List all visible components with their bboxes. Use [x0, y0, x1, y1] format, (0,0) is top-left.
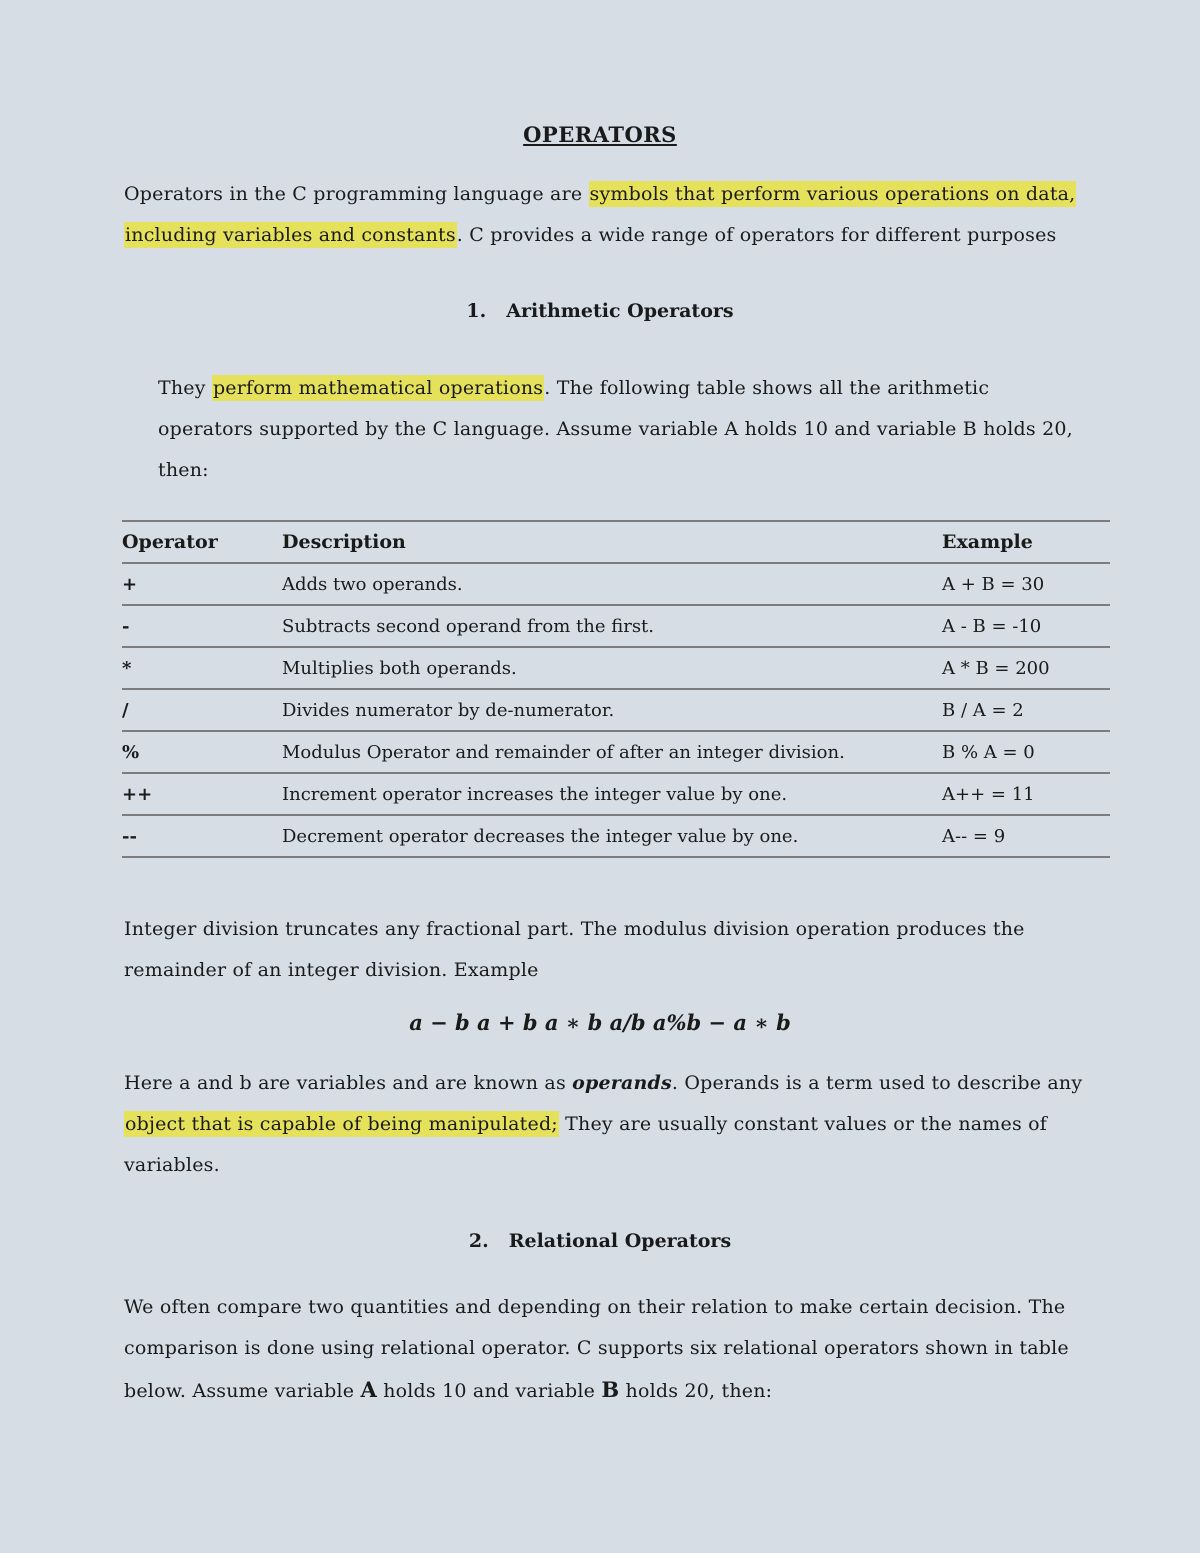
header-operator: Operator: [122, 521, 282, 563]
section-title: Relational Operators: [508, 1230, 732, 1252]
description-cell: Subtracts second operand from the first.: [282, 605, 942, 647]
relational-line-2: comparison is done using relational operator. C supports six relational operators shown in table: [124, 1337, 1069, 1359]
example-cell: B % A = 0: [942, 731, 1110, 773]
arith-text-pre: They: [158, 377, 212, 399]
example-cell: A + B = 30: [942, 563, 1110, 605]
intro-text-pre: Operators in the C programming language are: [124, 183, 589, 205]
description-cell: Adds two operands.: [282, 563, 942, 605]
arithmetic-intro-paragraph: [158, 368, 1098, 491]
table-row: [122, 563, 1110, 605]
operator-cell: +: [122, 563, 282, 605]
example-cell: A - B = -10: [942, 605, 1110, 647]
description-cell: Increment operator increases the integer value by one.: [282, 773, 942, 815]
operands-highlight: object that is capable of being manipulated;: [125, 1113, 558, 1135]
arith-text-line3: then:: [158, 459, 209, 481]
arith-text-post: . The following table shows all the arithmetic: [544, 377, 990, 399]
intro-text-post: . C provides a wide range of operators for different purposes: [456, 224, 1057, 246]
table-row: [122, 605, 1110, 647]
description-cell: Divides numerator by de-numerator.: [282, 689, 942, 731]
variable-a: A: [360, 1377, 377, 1402]
section-heading-arithmetic: [0, 300, 1200, 322]
division-paragraph: [124, 909, 1084, 991]
section-number: 2.: [468, 1230, 489, 1252]
header-description: Description: [282, 521, 942, 563]
operands-term: operands: [572, 1072, 672, 1094]
operands-text-post2: They are usually constant values or the names of: [558, 1113, 1048, 1135]
operands-text-pre: Here a and b are variables and are known as: [124, 1072, 573, 1094]
table-row: [122, 647, 1110, 689]
example-formula: a − b a + b a ∗ b a/b a%b − a ∗ b: [409, 1010, 791, 1035]
intro-highlight-2: including variables and constants: [125, 224, 456, 246]
section-heading-relational: [0, 1230, 1200, 1252]
example-cell: A * B = 200: [942, 647, 1110, 689]
page-title: OPERATORS: [523, 122, 677, 147]
operator-cell: --: [122, 815, 282, 857]
example-cell: A++ = 11: [942, 773, 1110, 815]
arith-text-line2: operators supported by the C language. Assume variable A holds 10 and variable B holds 20,: [158, 418, 1073, 440]
operator-cell: -: [122, 605, 282, 647]
operator-cell: /: [122, 689, 282, 731]
operands-text-post: . Operands is a term used to describe any: [671, 1072, 1083, 1094]
header-example: Example: [942, 521, 1110, 563]
relational-line-1: We often compare two quantities and depending on their relation to make certain decision. The: [124, 1296, 1066, 1318]
relational-line-3-pre: below. Assume variable: [124, 1380, 361, 1402]
operands-paragraph: [124, 1063, 1084, 1186]
description-cell: Decrement operator decreases the integer value by one.: [282, 815, 942, 857]
arithmetic-operators-table: [122, 520, 1110, 858]
operands-text-line3: variables.: [124, 1154, 220, 1176]
section-number: 1.: [466, 300, 487, 322]
table-row: [122, 815, 1110, 857]
relational-line-3-mid: holds 10 and variable: [376, 1380, 602, 1402]
example-cell: B / A = 2: [942, 689, 1110, 731]
description-cell: Multiplies both operands.: [282, 647, 942, 689]
table-header-row: [122, 521, 1110, 563]
arith-highlight: perform mathematical operations: [212, 377, 544, 399]
table-row: [122, 731, 1110, 773]
relational-line-3-post: holds 20, then:: [619, 1380, 773, 1402]
division-line-1: Integer division truncates any fractional part. The modulus division operation produces the: [124, 918, 1025, 940]
variable-b: B: [601, 1377, 620, 1402]
intro-highlight-1: symbols that perform various operations on data,: [589, 183, 1076, 205]
description-cell: Modulus Operator and remainder of after an integer division.: [282, 731, 942, 773]
relational-paragraph: [124, 1287, 1089, 1412]
table-row: [122, 689, 1110, 731]
division-line-2: remainder of an integer division. Example: [124, 959, 539, 981]
operator-cell: ++: [122, 773, 282, 815]
operator-cell: %: [122, 731, 282, 773]
intro-paragraph: [124, 174, 1084, 256]
example-cell: A-- = 9: [942, 815, 1110, 857]
operator-cell: *: [122, 647, 282, 689]
table-row: [122, 773, 1110, 815]
section-title: Arithmetic Operators: [506, 300, 734, 322]
